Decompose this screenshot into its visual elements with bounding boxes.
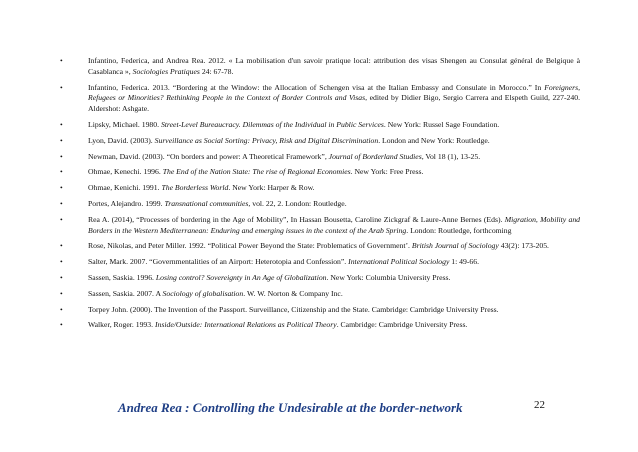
reference-text: Walker, Roger. 1993. — [88, 320, 155, 330]
bullet-icon: • — [60, 167, 63, 177]
page-number: 22 — [534, 399, 545, 411]
reference-text: . London and New York: Routledge. — [378, 135, 490, 145]
reference-italic-text: British Journal of Sociology — [411, 241, 499, 251]
reference-text: Sassen, Saskia. 1996. — [88, 272, 156, 282]
bullet-icon: • — [60, 304, 63, 314]
reference-text: Lipsky, Michael. 1980. — [88, 119, 161, 129]
bullet-icon: • — [60, 56, 63, 65]
reference-italic-text: International Political Sociology — [348, 257, 450, 267]
reference-italic-text: Losing control? Sovereignty in An Age of Globalization — [155, 272, 327, 282]
reference-item — [60, 241, 580, 252]
footer-title: Andrea Rea : Controlling the Undesirable at the border-network — [118, 400, 463, 415]
reference-text: Newman, David. (2003). “On borders and power: A Theoretical Framework”, — [88, 151, 329, 161]
reference-item — [60, 320, 580, 331]
reference-text: Sassen, Saskia. 2007. A — [88, 288, 163, 298]
reference-text: Ohmae, Kenechi. 1996. — [88, 167, 163, 177]
reference-text: Lyon, David. (2003). — [88, 135, 155, 145]
reference-italic-text: Migration, Mobility and Borders in the Western Mediterranean: Enduring and emerging issues in the context of the Arab Spring — [88, 214, 581, 235]
reference-text: Portes, Alejandro. 1999. — [88, 198, 165, 208]
reference-text: , Vol 18 (1), 13-25. — [421, 151, 481, 161]
bullet-icon: • — [60, 135, 63, 145]
reference-text: Infantino, Federica. 2013. “Bordering at the Window: the Allocation of Schengen visa at the Italian Embassy and Consulate in Morocco.” In — [88, 82, 545, 92]
reference-text: Salter, Mark. 2007. “Governmentalities of an Airport: Heterotopia and Confession”. — [88, 257, 349, 267]
reference-italic-text: The End of the Nation State: The rise of Regional Economies — [162, 167, 351, 177]
reference-text: . New York: Harper & Row. — [228, 183, 315, 193]
reference-text: . New York: Russel Sage Foundation. — [383, 119, 500, 129]
reference-text: . New York: Free Press. — [350, 167, 424, 177]
reference-item — [60, 152, 580, 163]
bullet-icon: • — [60, 183, 63, 193]
reference-list — [60, 56, 580, 336]
reference-italic-text: Transnational communities — [164, 198, 249, 208]
bullet-icon: • — [60, 198, 63, 208]
reference-italic-text: Street-Level Bureaucracy. Dilemmas of the Individual in Public Services — [160, 119, 384, 129]
reference-text: Torpey John. (2000). The Invention of the Passport. Surveillance, Citizenship and the State. Cambridge: Cambridge University Press. — [88, 304, 499, 314]
reference-item — [60, 305, 580, 316]
bullet-icon: • — [60, 272, 63, 282]
reference-italic-text: Journal of Borderland Studies — [328, 151, 422, 161]
reference-text: . London: Routledge, forthcoming — [406, 225, 512, 235]
reference-text: , edited by Didier Bigo, Sergio Carrera and Elspeth Guild, 227-240. Aldershot: Ashgate. — [88, 93, 581, 114]
reference-item — [60, 183, 580, 194]
bullet-icon: • — [60, 151, 63, 161]
reference-italic-text: Sociologies Pratiques — [132, 66, 200, 76]
reference-text: 1: 49-66. — [449, 257, 480, 267]
reference-text: Ohmae, Kenichi. 1991. — [88, 183, 162, 193]
reference-text: , vol. 22, 2. London: Routledge. — [248, 198, 347, 208]
reference-item — [60, 289, 580, 300]
reference-text: . New York: Columbia University Press. — [326, 272, 451, 282]
reference-italic-text: The Borderless World — [161, 183, 229, 193]
bullet-icon: • — [60, 288, 63, 298]
bullet-icon: • — [60, 214, 63, 224]
reference-item — [60, 257, 580, 268]
reference-item — [60, 83, 580, 115]
reference-italic-text: Inside/Outside: International Relations as Political Theory — [154, 320, 337, 330]
reference-item — [60, 215, 580, 237]
reference-italic-text: Sociology of globalisation — [162, 288, 244, 298]
reference-italic-text: Foreigners, Refugees or Minorities? Rethinking People in the Context of Border Controls and Visas — [88, 82, 580, 103]
bullet-icon: • — [60, 241, 63, 251]
reference-text: 43(2): 173-205. — [498, 241, 549, 251]
bullet-icon: • — [60, 119, 63, 129]
reference-item — [60, 56, 580, 78]
reference-item — [60, 167, 580, 178]
reference-text: Rea A. (2014), “Processes of bordering in the Age of Mobility”, In Hassan Bousetta, Caroline Zickgraf & Laure-Anne Bernes (Eds). — [88, 214, 505, 224]
reference-item — [60, 120, 580, 131]
bullet-icon: • — [60, 82, 63, 92]
reference-text: Infantino, Federica, and Andrea Rea. 2012. « La mobilisation d'un savoir pratique local: attribution des visas Shengen au Consulat général de Belgique à Casablanca », — [88, 56, 580, 76]
reference-item — [60, 273, 580, 284]
bullet-icon: • — [60, 257, 63, 267]
reference-text: . Cambridge: Cambridge University Press. — [336, 320, 468, 330]
bullet-icon: • — [60, 320, 63, 330]
reference-item — [60, 199, 580, 210]
reference-text: 24: 67-78. — [199, 66, 234, 76]
reference-item — [60, 136, 580, 147]
reference-text: . W. W. Norton & Company Inc. — [243, 288, 343, 298]
reference-italic-text: Surveillance as Social Sorting: Privacy, Risk and Digital Discrimination — [154, 135, 379, 145]
reference-text: Rose, Nikolas, and Peter Miller. 1992. “Political Power Beyond the State: Problematics of Government’. — [88, 241, 412, 251]
